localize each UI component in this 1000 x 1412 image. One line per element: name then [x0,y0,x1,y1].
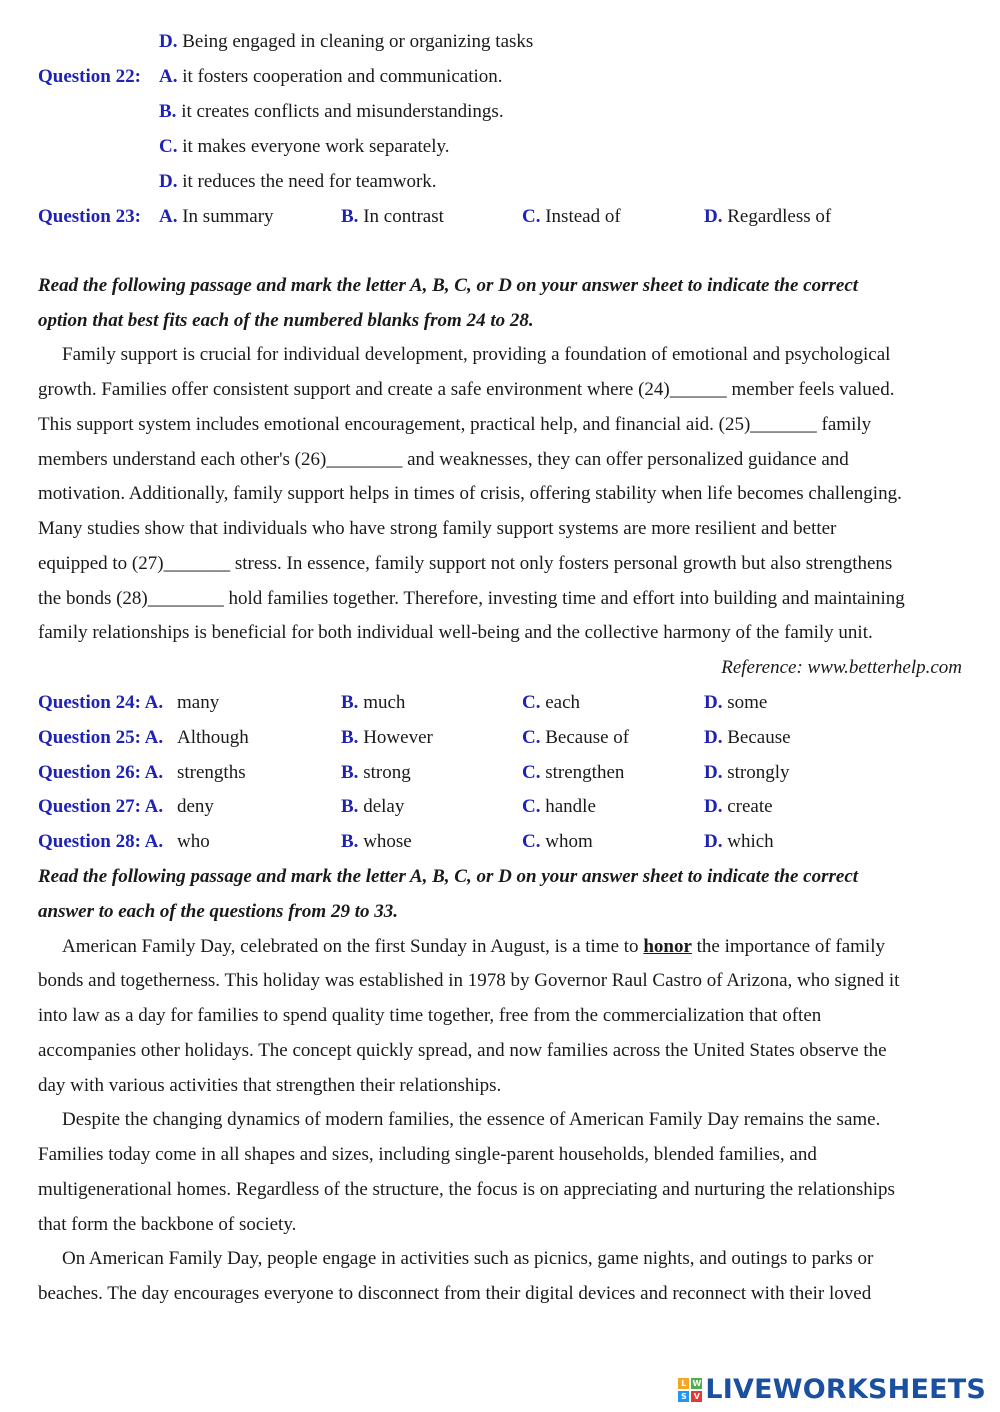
option-text: each [545,692,581,713]
option-letter: C. [522,727,541,748]
passage-line: Despite the changing dynamics of modern families, the essence of American Family Day remains the same. [62,1109,881,1130]
option-letter: B. [341,831,359,852]
question-label-text: Question 26: [38,762,141,783]
q26-option-b[interactable] [341,761,411,785]
question-24-label [38,691,163,715]
q23-option-d[interactable] [704,205,831,229]
passage-line: Many studies show that individuals who have strong family support systems are more resilient and better [38,518,837,539]
q23-option-a[interactable] [159,205,274,229]
option-text: create [727,796,773,817]
passage-line: day with various activities that strengthen their relationships. [38,1075,502,1096]
option-text: some [727,692,768,713]
passage-line [62,935,885,959]
option-letter: A. [144,762,164,783]
question-23-label: Question 23: [38,206,141,227]
passage-text: the importance of family [691,936,885,957]
passage-line: multigenerational homes. Regardless of the structure, the focus is on appreciating and nurturing the relationships [38,1179,895,1200]
keyword-honor: honor [643,936,692,957]
q27-option-a[interactable]: deny [177,796,214,817]
question-27-label [38,795,163,819]
logo-square: W [692,1378,702,1388]
option-text: it reduces the need for teamwork. [182,171,437,192]
option-letter: D. [704,692,723,713]
option-letter: D. [159,171,178,192]
q24-option-c[interactable] [522,691,580,715]
passage-line: Families today come in all shapes and sizes, including single-parent households, blended families, and [38,1144,817,1165]
logo-square: L [678,1378,689,1389]
option-text: whose [363,831,412,852]
passage-line: Family support is crucial for individual development, providing a foundation of emotional and psychological [62,344,891,365]
option-text: Because of [545,727,630,748]
option-letter: D. [704,206,723,227]
section-instruction: Read the following passage and mark the letter A, B, C, or D on your answer sheet to indicate the correct [38,866,859,887]
q22-option-b[interactable] [159,100,504,124]
section-instruction: answer to each of the questions from 29 to 33. [38,901,398,922]
option-letter: C. [522,762,541,783]
q22-option-a[interactable] [159,65,503,89]
option-text: which [727,831,774,852]
option-letter: C. [159,136,178,157]
option-letter: A. [144,796,164,817]
question-label-text: Question 24: [38,692,141,713]
logo-square: V [691,1391,702,1402]
section-instruction: option that best fits each of the numbered blanks from 24 to 28. [38,310,534,331]
logo-square: S [678,1391,689,1402]
option-text: strengthen [545,762,625,783]
option-text: handle [545,796,596,817]
option-letter: A. [144,831,164,852]
option-letter: D. [159,31,178,52]
q27-option-d[interactable] [704,795,773,819]
q26-option-d[interactable] [704,761,790,785]
option-letter: B. [159,101,177,122]
q25-option-c[interactable] [522,726,629,750]
option-letter: D. [704,727,723,748]
question-28-label [38,830,163,854]
q24-option-a[interactable]: many [177,692,220,713]
passage-line: accompanies other holidays. The concept quickly spread, and now families across the United States observe the [38,1040,887,1061]
q28-option-d[interactable] [704,830,774,854]
option-letter: D. [704,796,723,817]
option-text: whom [545,831,593,852]
question-25-label [38,726,163,750]
option-letter: A. [144,727,164,748]
q27-option-b[interactable] [341,795,404,819]
q28-option-b[interactable] [341,830,412,854]
liveworksheets-logo[interactable] [678,1374,986,1405]
passage-line: motivation. Additionally, family support helps in times of crisis, offering stability when life becomes challenging. [38,483,902,504]
passage-line: On American Family Day, people engage in activities such as picnics, game nights, and outings to parks or [62,1248,874,1269]
option-letter: C. [522,831,541,852]
passage-line: beaches. The day encourages everyone to disconnect from their digital devices and reconnect with their loved [38,1283,872,1304]
q26-option-c[interactable] [522,761,624,785]
question-label-text: Question 28: [38,831,141,852]
option-letter: A. [159,206,178,227]
option-text: it makes everyone work separately. [182,136,450,157]
passage-text: American Family Day, celebrated on the first Sunday in August, is a time to [62,936,644,957]
passage-line: growth. Families offer consistent support and create a safe environment where (24)______ member feels valued. [38,379,895,400]
q26-option-a[interactable]: strengths [177,762,246,783]
passage-line: family relationships is beneficial for both individual well-being and the collective harmony of the family unit. [38,622,873,643]
option-text: it creates conflicts and misunderstandings. [181,101,504,122]
q25-option-d[interactable] [704,726,791,750]
option-text: In contrast [363,206,444,227]
option-text: Being engaged in cleaning or organizing tasks [182,31,534,52]
passage-line: This support system includes emotional encouragement, practical help, and financial aid. (25)_______ family [38,414,872,435]
option-text: However [363,727,433,748]
q23-option-b[interactable] [341,205,444,229]
logo-text: LIVEWORKSHEETS [705,1374,986,1405]
option-letter: D. [704,762,723,783]
q23-option-c[interactable] [522,205,621,229]
option-letter: B. [341,692,359,713]
passage-line: that form the backbone of society. [38,1214,297,1235]
option-text: strong [363,762,411,783]
option-text: In summary [182,206,274,227]
option-letter: C. [522,206,541,227]
question-22-label: Question 22: [38,66,141,87]
option-letter: D. [704,831,723,852]
passage-line: members understand each other's (26)________ and weaknesses, they can offer personalized guidance and [38,449,849,470]
q28-option-a[interactable]: who [177,831,210,852]
option-letter: C. [522,692,541,713]
q28-option-c[interactable] [522,830,593,854]
passage-line: bonds and togetherness. This holiday was established in 1978 by Governor Raul Castro of Arizona, who signed it [38,970,900,991]
q21-option-d[interactable] [159,30,533,54]
option-text: Because [727,727,791,748]
q25-option-a[interactable]: Although [177,727,249,748]
option-text: Instead of [545,206,621,227]
option-letter: C. [522,796,541,817]
question-label-text: Question 27: [38,796,141,817]
option-text: delay [363,796,405,817]
option-text: it fosters cooperation and communication. [182,66,503,87]
q24-option-d[interactable] [704,691,767,715]
q22-option-c[interactable] [159,135,450,159]
option-text: Regardless of [727,206,832,227]
option-letter: B. [341,796,359,817]
section-instruction: Read the following passage and mark the letter A, B, C, or D on your answer sheet to indicate the correct [38,275,859,296]
option-letter: B. [341,727,359,748]
q22-option-d[interactable] [159,170,437,194]
option-text: strongly [727,762,790,783]
passage-line: the bonds (28)________ hold families together. Therefore, investing time and effort into building and maintaining [38,588,905,609]
option-letter: B. [341,762,359,783]
q24-option-b[interactable] [341,691,405,715]
option-letter: A. [144,692,164,713]
q27-option-c[interactable] [522,795,596,819]
reference: Reference: www.betterhelp.com [721,657,962,678]
logo-icon [678,1378,702,1402]
question-label-text: Question 25: [38,727,141,748]
passage-line: equipped to (27)_______ stress. In essence, family support not only fosters personal growth but also strengthens [38,553,893,574]
passage-line: into law as a day for families to spend quality time together, free from the commercialization that often [38,1005,822,1026]
q25-option-b[interactable] [341,726,433,750]
option-letter: B. [341,206,359,227]
question-26-label [38,761,163,785]
option-letter: A. [159,66,178,87]
option-text: much [363,692,406,713]
